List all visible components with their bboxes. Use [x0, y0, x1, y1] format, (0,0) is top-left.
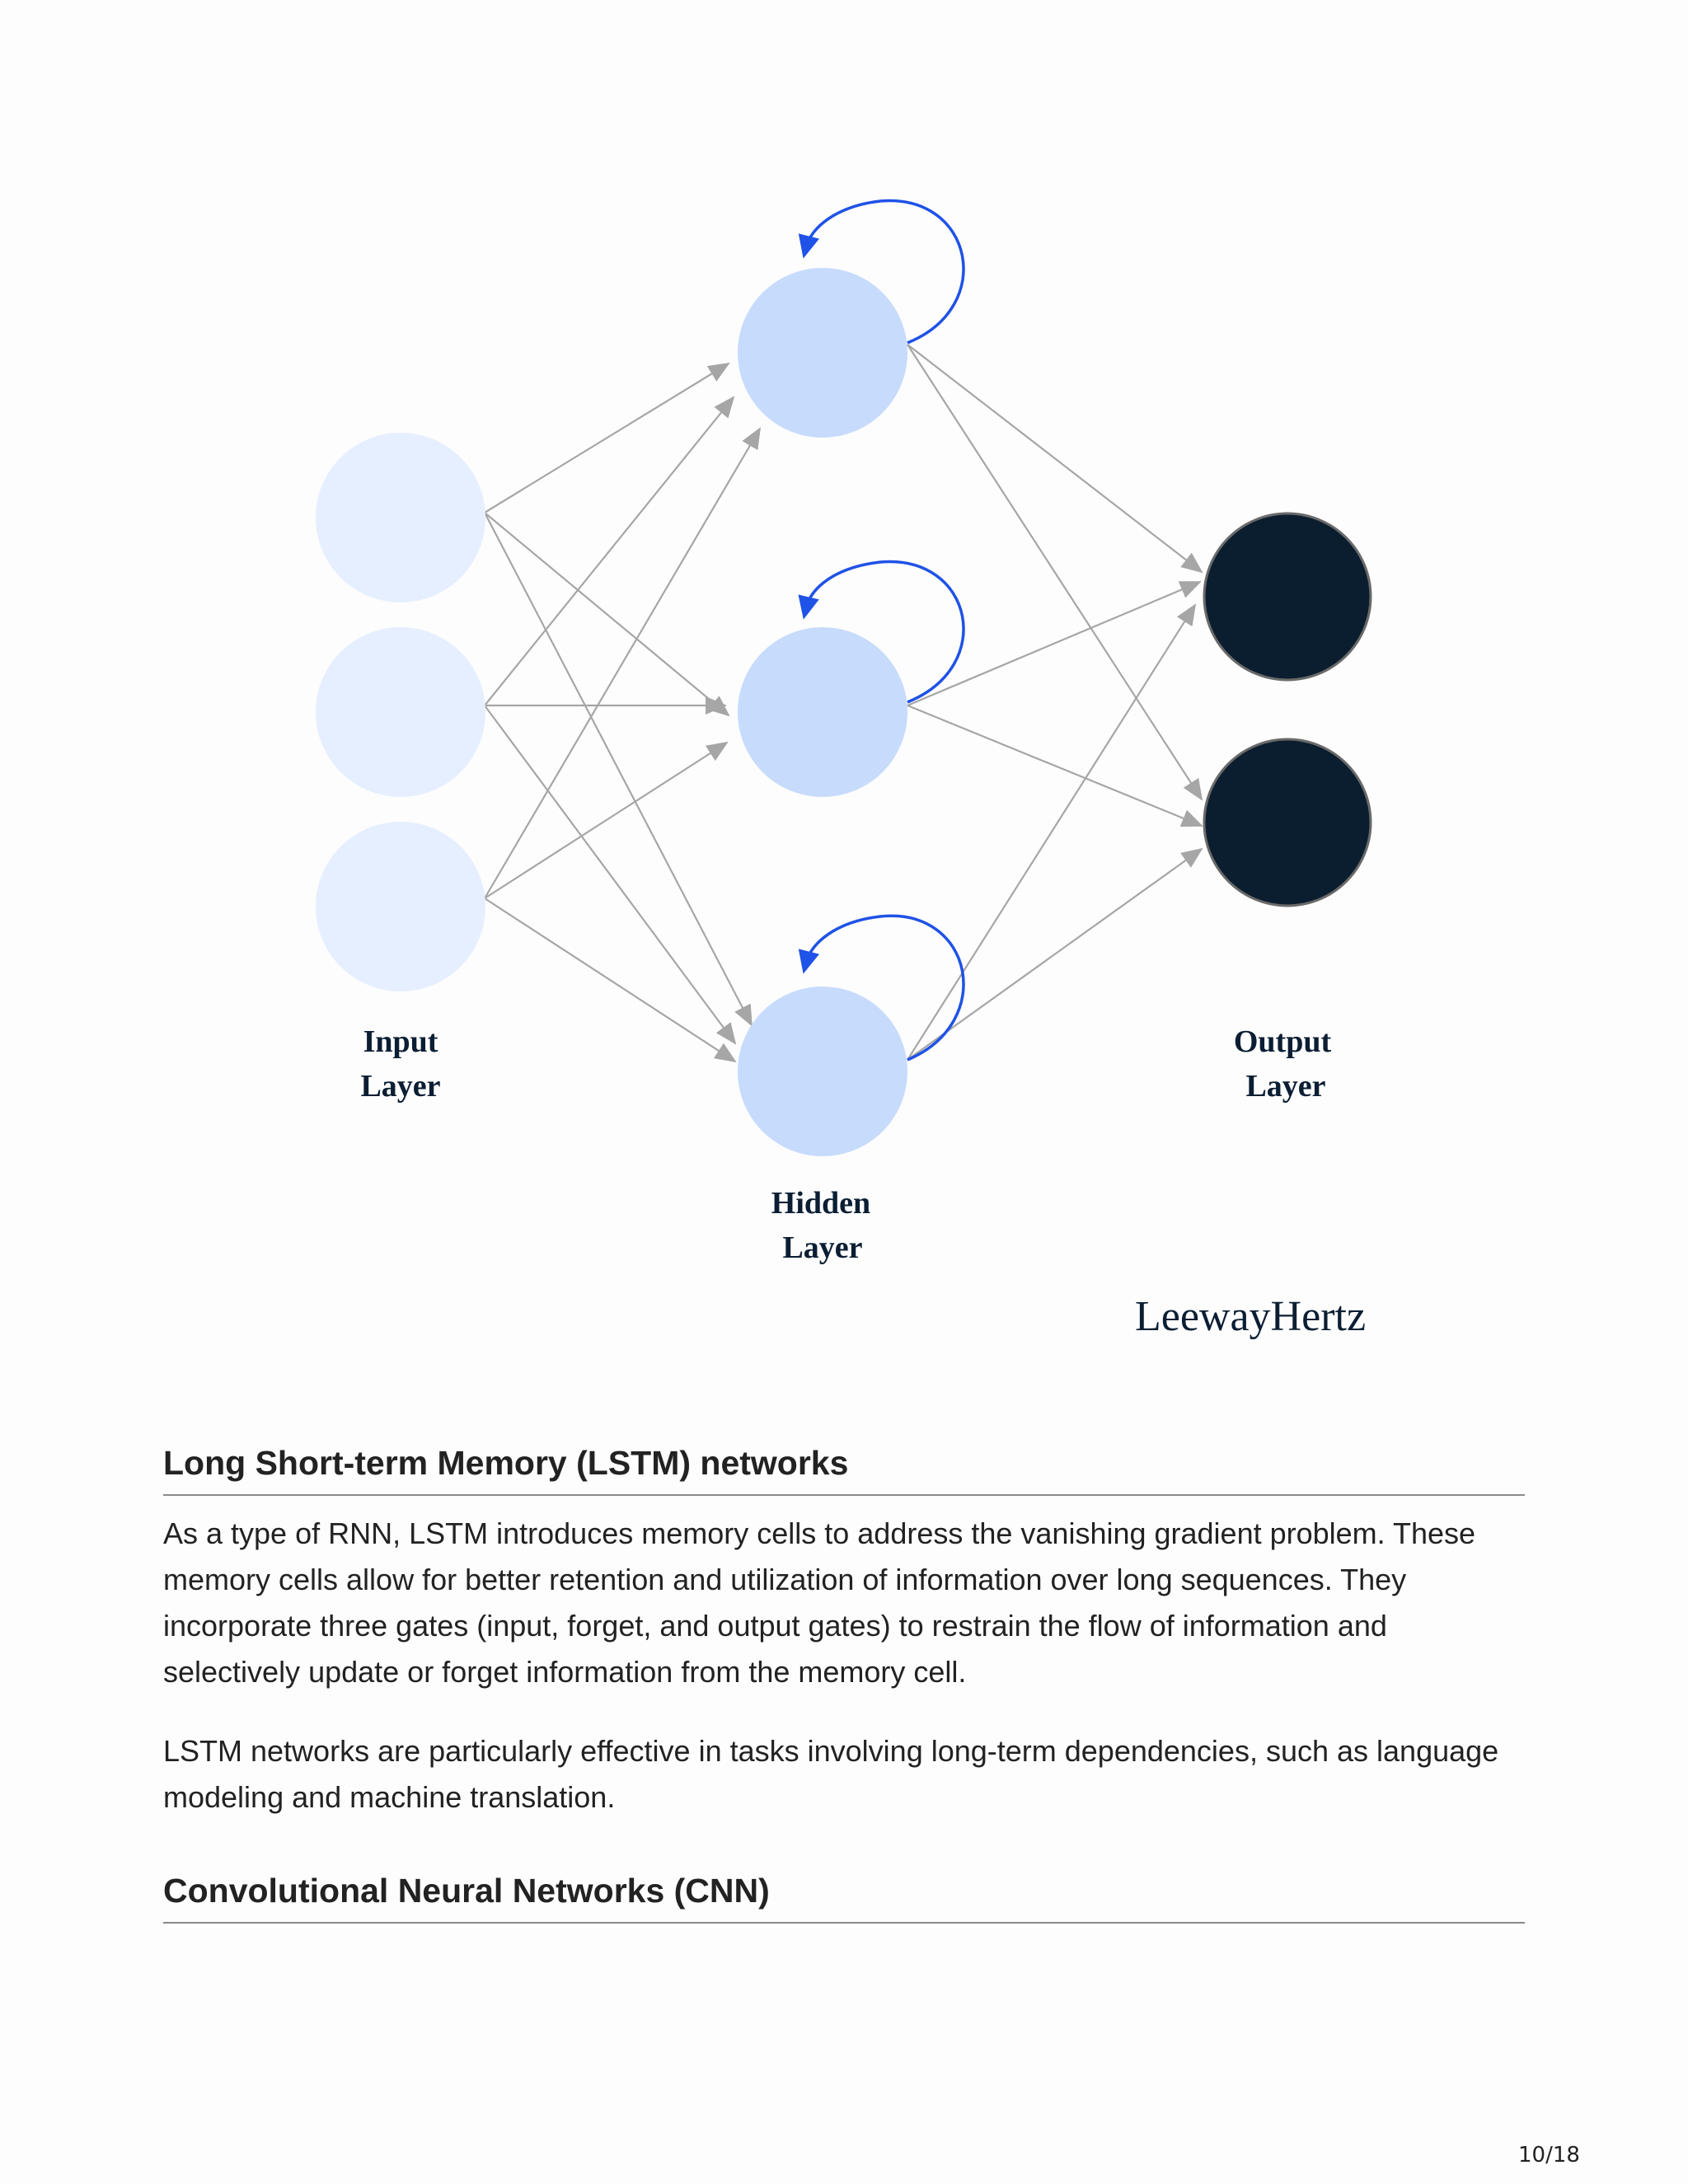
page-indicator: 10/18	[1518, 2143, 1580, 2168]
lstm-heading: Long Short-term Memory (LSTM) networks	[163, 1444, 1525, 1496]
connection-arrow-11	[907, 344, 1202, 799]
input-node-2	[316, 627, 485, 797]
connection-arrow-13	[907, 705, 1202, 826]
brand-logo: LeewayHertz	[1135, 1293, 1367, 1340]
input-layer-label-line1: Input	[363, 1024, 438, 1059]
connection-arrow-14	[907, 605, 1195, 1060]
hidden-node-1	[738, 268, 907, 438]
connection-arrow-8	[485, 743, 727, 898]
connection-arrow-3	[485, 513, 752, 1025]
hidden-node-2	[738, 627, 907, 797]
hidden-layer-label-line1: Hidden	[771, 1186, 871, 1221]
lstm-paragraph-1: As a type of RNN, LSTM introduces memory cells to address the vanishing gradient problem. These memory cells allow for better retention and utilization of information over long sequences. They incorporate three gates (input, forget, and output gates) to restrain the flow of information and selectively update or forget information from the memory cell.	[163, 1516, 1476, 1689]
output-node-1	[1204, 513, 1371, 680]
output-layer-label-line2: Layer	[1245, 1069, 1326, 1104]
output-layer-label-line1: Output	[1233, 1024, 1332, 1059]
connection-arrow-12	[907, 582, 1200, 705]
lstm-paragraph-2: LSTM networks are particularly effective in tasks involving long-term dependencies, such as language modeling and machine translation.	[163, 1734, 1499, 1814]
output-node-2	[1204, 739, 1371, 906]
input-node-1	[316, 433, 485, 602]
lstm-section	[163, 1444, 1525, 1821]
connection-arrow-10	[907, 344, 1202, 572]
connection-arrow-7	[485, 429, 760, 898]
cnn-heading: Convolutional Neural Networks (CNN)	[163, 1872, 1525, 1924]
input-node-3	[316, 822, 485, 991]
cnn-section	[163, 1872, 1525, 1924]
hidden-node-3	[738, 987, 907, 1156]
input-layer-label-line2: Layer	[360, 1069, 441, 1104]
connection-arrow-1	[485, 363, 729, 513]
hidden-layer-label-line2: Layer	[782, 1230, 863, 1265]
connection-arrow-4	[485, 397, 734, 705]
connection-arrow-15	[907, 849, 1202, 1060]
